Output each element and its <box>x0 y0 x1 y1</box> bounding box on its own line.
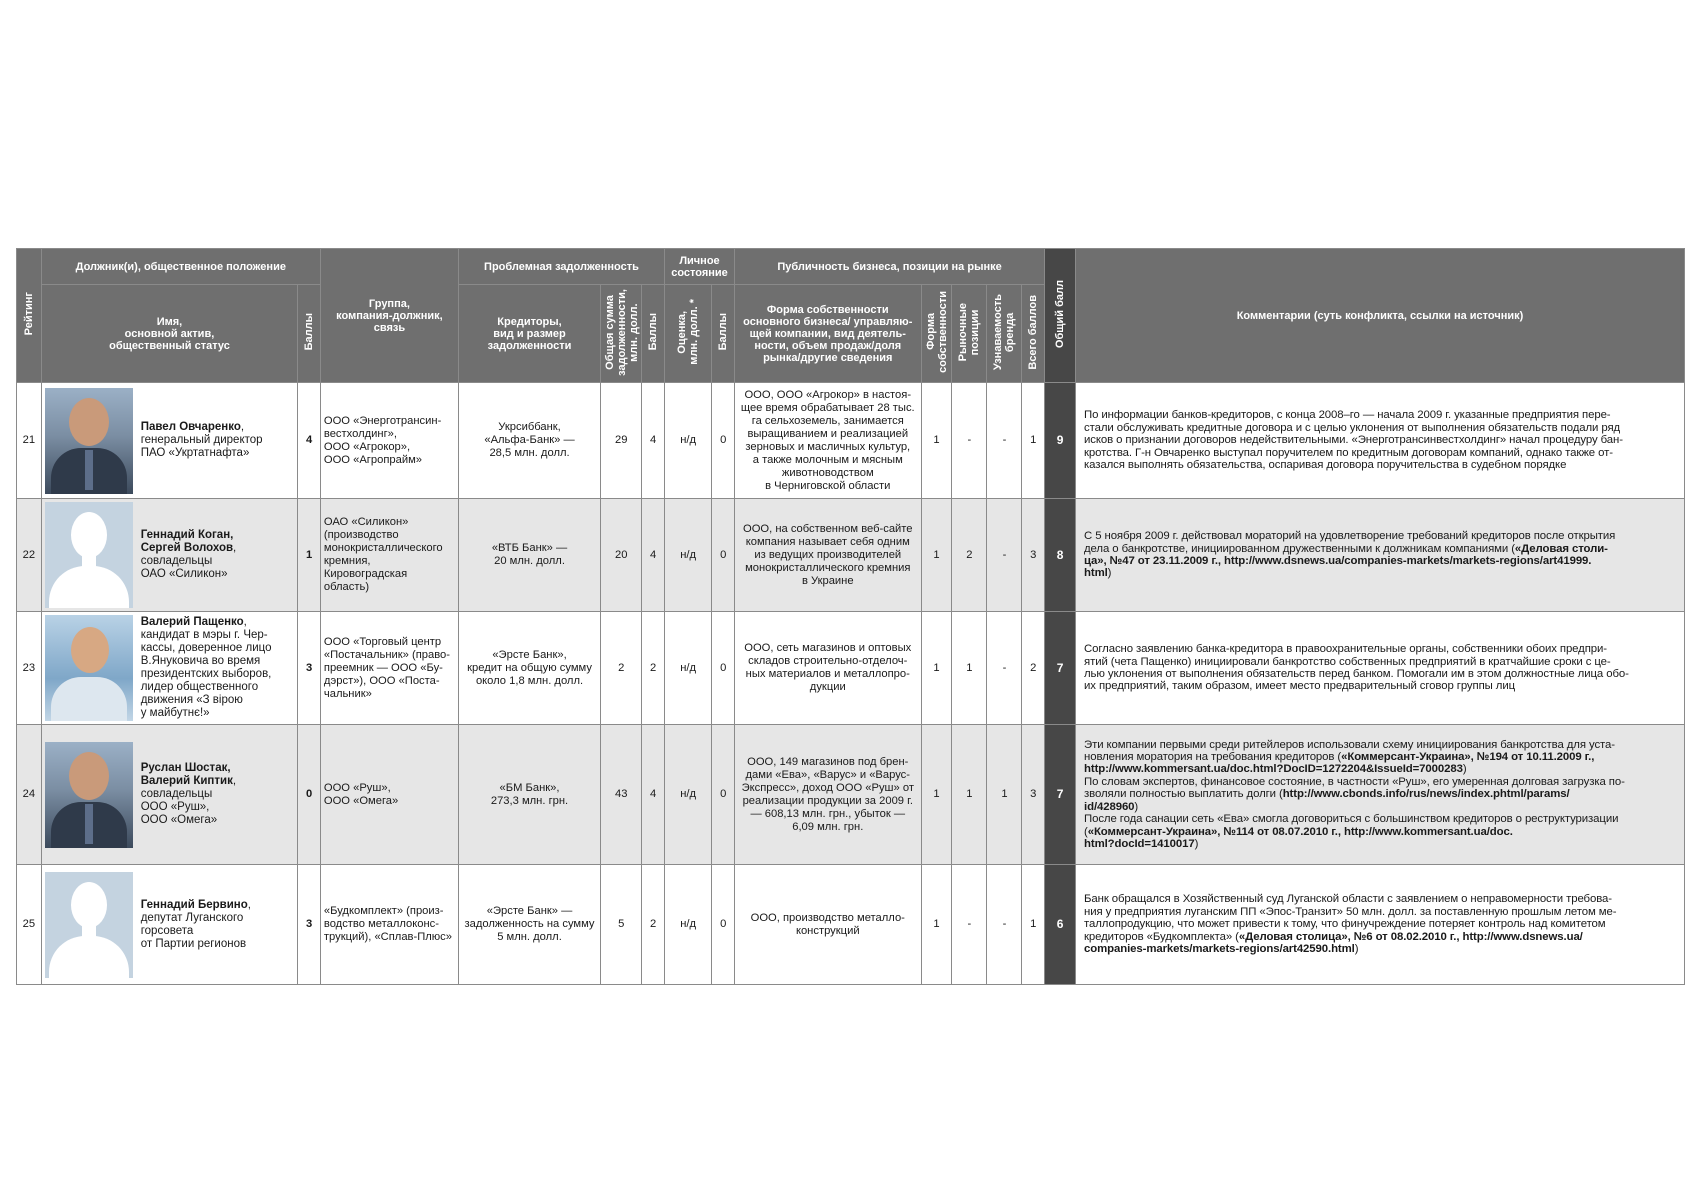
sum-points-cell: 1 <box>1022 383 1045 499</box>
group-cell: ООО «Торговый центр «Постачальник» (право- преемник — ООО «Бу- дэрст»), ООО «Поста- чальник» <box>320 612 458 725</box>
ownership-cell: ООО, сеть магазинов и оптовых складов строительно-отделоч- ных материалов и металлопро- дукции <box>735 612 921 725</box>
market-cell: 2 <box>952 499 987 612</box>
comment-cell <box>1076 383 1685 499</box>
comment-text: ) <box>1107 567 1112 580</box>
debtor-name <box>141 421 263 460</box>
header-creditors: Кредиторы, вид и размер задолженности <box>458 285 600 383</box>
estimate-cell: н/д <box>664 612 711 725</box>
debtor-points-cell: 1 <box>298 499 321 612</box>
comment-text: С 5 ноября 2009 г. действовал мораторий на удовлетворение требований кредиторов после открытия дела о банкротстве, инициированном дружественными к должникам компаниями ( <box>1084 530 1616 555</box>
total-debt-cell: 2 <box>601 612 642 725</box>
comment-text: ) <box>1354 943 1359 956</box>
header-rank: Рейтинг <box>17 249 42 383</box>
header-problem-debt: Проблемная задолженность <box>458 249 664 285</box>
sum-points-cell: 3 <box>1022 725 1045 865</box>
sum-points-cell: 1 <box>1022 865 1045 985</box>
debtor-cell <box>41 383 298 499</box>
brand-cell: 1 <box>987 725 1022 865</box>
ownership-cell: ООО, 149 магазинов под брен- дами «Ева», «Варус» и «Варус- Экспресс», доход ООО «Руш» от реализации продукции за 2009 г. — 608,13 млн. грн., убыток — 6,09 млн. грн. <box>735 725 921 865</box>
comment-text: Согласно заявлению банка-кредитора в правоохранительные органы, собственники обоих предпри- ятий (чета Пащенко) инициировали банкротство собственных предприятий в кратчайшие сроки с це- лью уклонения от выполнения обязательств перед банком. Помогали им в этом должностные лица обо- их предприятий, таким образом, имеет место предварительный сговор группы лиц <box>1084 643 1629 693</box>
placeholder-silhouette <box>45 872 133 978</box>
comment-cell <box>1076 725 1685 865</box>
debtor-cell <box>41 612 298 725</box>
source-reference: «Коммерсант-Украина», №114 от 08.07.2010 г., http://www.kommersant.ua/doc. html?docId=1410017 <box>1084 825 1513 850</box>
rank-cell: 25 <box>17 865 42 985</box>
brand-cell: - <box>987 865 1022 985</box>
header-personal: Личное состояние <box>664 249 734 285</box>
debtor-cell <box>41 865 298 985</box>
debtor-points-cell: 3 <box>298 612 321 725</box>
debt-points-cell: 2 <box>642 865 665 985</box>
ownership-cell: ООО, на собственном веб-сайте компания называет себя одним из ведущих производителей монокристаллического кремния в Украине <box>735 499 921 612</box>
sum-points-cell: 2 <box>1022 612 1045 725</box>
debt-points-cell: 4 <box>642 725 665 865</box>
debtor-wrap <box>42 869 298 981</box>
form-cell: 1 <box>921 612 952 725</box>
source-reference: «Деловая столи- ца», №47 от 23.11.2009 г., http://www.dsnews.ua/companies-markets/markets-regions/art41999. html <box>1084 542 1608 580</box>
market-cell: 1 <box>952 612 987 725</box>
source-reference: «Коммерсант-Украина», №194 от 10.11.2009 г., http://www.kommersant.ua/doc.html?DocID=1272204&IssueId=7000283 <box>1084 751 1595 776</box>
header-group: Группа, компания-должник, связь <box>320 249 458 383</box>
table-row <box>17 612 1685 725</box>
comment-cell <box>1076 612 1685 725</box>
debtor-cell <box>41 499 298 612</box>
debtor-points-cell: 4 <box>298 383 321 499</box>
table-row <box>17 499 1685 612</box>
comment-text: ) После года санации сеть «Ева» смогла договориться с большинством кредиторов о реструктуризации ( <box>1084 800 1619 838</box>
portrait-photo <box>45 742 133 848</box>
debt-points-cell: 2 <box>642 612 665 725</box>
header-form: Форма собственности <box>921 285 952 383</box>
rank-cell: 21 <box>17 383 42 499</box>
comment-cell <box>1076 499 1685 612</box>
creditors-cell: Укрсиббанк, «Альфа-Банк» — 28,5 млн. долл. <box>458 383 600 499</box>
debtor-status: , депутат Луганского горсовета от Партии регионов <box>140 898 251 950</box>
debtor-name <box>141 899 251 951</box>
total-debt-cell: 29 <box>601 383 642 499</box>
header-name: Имя, основной актив, общественный статус <box>41 285 298 383</box>
debtor-name-bold: Валерий Пащенко <box>140 616 244 628</box>
comment-cell <box>1076 865 1685 985</box>
rank-cell: 22 <box>17 499 42 612</box>
comment-text: Банк обращался в Хозяйственный суд Луганской области с заявлением о неправомерности требова- ния у предприятия луганским ПП «Эпос-Транзит» 50 млн. долл. за поставленную прошлым летом ме- таллопродукцию, что может привести к тому, что финучреждение потеряет контроль над комитетом кредиторов «Будкомплекта» ( <box>1084 893 1617 943</box>
debtor-wrap <box>42 739 298 851</box>
header-brand: Узнаваемость бренда <box>987 285 1022 383</box>
estimate-cell: н/д <box>664 865 711 985</box>
debtor-name-bold: Геннадий Коган, Сергей Волохов <box>140 529 234 554</box>
total-score-cell: 7 <box>1045 612 1076 725</box>
header-sum-points: Всего баллов <box>1022 285 1045 383</box>
rank-cell: 23 <box>17 612 42 725</box>
estimate-cell: н/д <box>664 499 711 612</box>
debtor-wrap <box>42 612 298 724</box>
debtor-status: , кандидат в мэры г. Чер- кассы, доверенное лицо В.Януковича во время президентских выборов, лидер общественного движения «З вірою у майбутнє!» <box>140 616 272 719</box>
total-score-cell: 7 <box>1045 725 1076 865</box>
creditors-cell: «Эрсте Банк», кредит на общую сумму около 1,8 млн. долл. <box>458 612 600 725</box>
personal-points-cell: 0 <box>712 725 735 865</box>
market-cell: - <box>952 865 987 985</box>
header-market: Рыночные позиции <box>952 285 987 383</box>
total-debt-cell: 20 <box>601 499 642 612</box>
debtor-name <box>141 529 237 581</box>
header-debt-points: Баллы <box>642 285 665 383</box>
debtor-status: , генеральный директор ПАО «Укртатнафта» <box>140 421 263 459</box>
debtor-points-cell: 0 <box>298 725 321 865</box>
creditors-cell: «Эрсте Банк» — задолженность на сумму 5 млн. долл. <box>458 865 600 985</box>
brand-cell: - <box>987 612 1022 725</box>
personal-points-cell: 0 <box>712 499 735 612</box>
estimate-cell: н/д <box>664 383 711 499</box>
creditors-cell: «ВТБ Банк» — 20 млн. долл. <box>458 499 600 612</box>
ownership-cell: ООО, производство металло- конструкций <box>735 865 921 985</box>
total-score-cell: 9 <box>1045 383 1076 499</box>
market-cell: 1 <box>952 725 987 865</box>
portrait-photo <box>45 388 133 494</box>
header-comments: Комментарии (суть конфликта, ссылки на источник) <box>1076 249 1685 383</box>
personal-points-cell: 0 <box>712 865 735 985</box>
portrait-photo-light <box>45 615 133 721</box>
debtor-name <box>141 616 272 720</box>
total-score-cell: 8 <box>1045 499 1076 612</box>
total-debt-cell: 5 <box>601 865 642 985</box>
header-total: Общий балл <box>1045 249 1076 383</box>
header-debtor-points: Баллы <box>298 285 321 383</box>
header-estimate: Оценка, млн. долл. * <box>664 285 711 383</box>
debtor-name-bold: Геннадий Бервино <box>140 898 248 911</box>
group-cell: ООО «Энерготрансин- вестхолдинг», ООО «Агрокор», ООО «Агропрайм» <box>320 383 458 499</box>
header-publicity: Публичность бизнеса, позиции на рынке <box>735 249 1045 285</box>
estimate-cell: н/д <box>664 725 711 865</box>
form-cell: 1 <box>921 383 952 499</box>
debtor-name-bold: Руслан Шостак, Валерий Киптик <box>140 762 233 787</box>
group-cell: ООО «Руш», ООО «Омега» <box>320 725 458 865</box>
debtor-status: , совладельцы ОАО «Силикон» <box>140 542 237 580</box>
debtor-wrap <box>42 385 298 497</box>
comment-text: ) <box>1194 837 1199 850</box>
rank-cell: 24 <box>17 725 42 865</box>
debtor-cell <box>41 725 298 865</box>
group-cell: ОАО «Силикон» (производство монокристаллического кремния, Кировоградская область) <box>320 499 458 612</box>
comment-text: Эти компании первыми среди ритейлеров использовали схему инициирования банкротства для уста- новления моратория на требования кредиторов ( <box>1084 738 1615 764</box>
debtors-rating-table <box>16 248 1685 985</box>
debt-points-cell: 4 <box>642 499 665 612</box>
form-cell: 1 <box>921 865 952 985</box>
source-reference: http://www.cbonds.info/rus/news/index.phtml/params/ id/428960 <box>1084 788 1570 813</box>
personal-points-cell: 0 <box>712 612 735 725</box>
header-debtors-group: Должник(и), общественное положение <box>41 249 320 285</box>
debtor-name-bold: Павел Овчаренко <box>140 421 241 433</box>
market-cell: - <box>952 383 987 499</box>
table-row <box>17 865 1685 985</box>
debtor-name <box>141 762 236 827</box>
form-cell: 1 <box>921 725 952 865</box>
total-score-cell: 6 <box>1045 865 1076 985</box>
creditors-cell: «БМ Банк», 273,3 млн. грн. <box>458 725 600 865</box>
comment-text: ) По словам экспертов, финансовое состояние, в частности «Руш», его умеренная долговая загрузка по- зволяли полностью выплатить долги ( <box>1084 763 1625 801</box>
debtor-points-cell: 3 <box>298 865 321 985</box>
table-row <box>17 725 1685 865</box>
form-cell: 1 <box>921 499 952 612</box>
personal-points-cell: 0 <box>712 383 735 499</box>
group-cell: «Будкомплект» (произ- водство металлоконс- трукций), «Сплав-Плюс» <box>320 865 458 985</box>
placeholder-silhouette <box>45 502 133 608</box>
debt-points-cell: 4 <box>642 383 665 499</box>
total-debt-cell: 43 <box>601 725 642 865</box>
debtor-wrap <box>42 499 298 611</box>
debtor-status: , совладельцы ООО «Руш», ООО «Омега» <box>140 775 237 826</box>
table-row <box>17 383 1685 499</box>
header-personal-points: Баллы <box>712 285 735 383</box>
ownership-cell: ООО, ООО «Агрокор» в настоя- щее время обрабатывает 28 тыс. га сельхоземель, занимается выращиванием и реализацией зерновых и масличных культур, а также молочным и мясным животноводством в Черниговской области <box>735 383 921 499</box>
comment-text: По информации банков-кредиторов, с конца 2008–го — начала 2009 г. указанные предприятия пере- стали обслуживать кредитные договора и с целью уклонения от выполнения обязательств подали ряд исков о признании договоров недействительными. «Энерготрансинвестхолдинг» начал процедуру бан- кротства. Г-н Овчаренко выступал поручителем по кредитным договорам компаний, однако также от- казался выполнять обязательства, оспаривая договора поручительства в судебном порядке <box>1084 409 1623 472</box>
sum-points-cell: 3 <box>1022 499 1045 612</box>
source-reference: «Деловая столица», №6 от 08.02.2010 г., http://www.dsnews.ua/ companies-markets/markets-regions/art42590.html <box>1084 930 1583 956</box>
brand-cell: - <box>987 383 1022 499</box>
header-total-debt: Общая сумма задолженности, млн. долл. <box>601 285 642 383</box>
header-ownership: Форма собственности основного бизнеса/ управляю- щей компании, вид деятель- ности, объем продаж/доля рынка/другие сведения <box>735 285 921 383</box>
brand-cell: - <box>987 499 1022 612</box>
